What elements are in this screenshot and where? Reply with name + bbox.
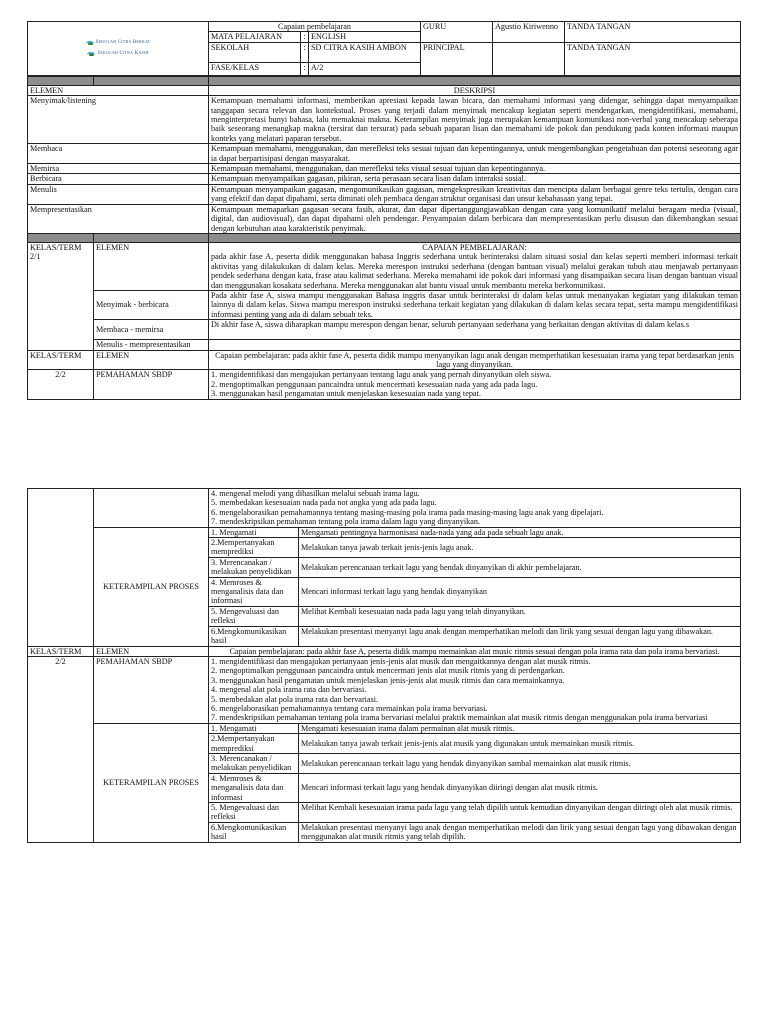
elemen-deskripsi: Kemampuan memaparkan gagasan secara fasih, akurat, dan dapat dipertanggungjawabkan dengan cara yang komunikatif melalui beragam media (visual, digital, dan audiovisual), dan dapat dipahami oleh pendengar. Penyampaian dalam berbicara dan mempresentasikan perlu disusun dan dikembangkan sesuai dengan kebutuhan atau karakteristik penyimak.: [209, 204, 741, 233]
header-table: [27, 21, 741, 76]
colon: :: [301, 42, 309, 62]
logo-text-1: Sekolah Citra Berkat: [95, 40, 151, 45]
kelas-term-cell: [28, 489, 94, 647]
elemen-name: Berbicara: [28, 174, 209, 184]
elemen-cp: Pada akhir fase A, siswa mampu menggunakan Bahasa inggris dasar untuk berinteraksi di dalam kelas untuk menanyakan kegiatan yang dilakukan teman lainnya di dalam kelas. Siswa mampu merespon instruksi sederhana terkait kegiatan yang dilakukan di dalam kelas secara tepat, serta mampu mengidentifikasi informasi penting yang ada di dalam sebuah teks.: [209, 290, 741, 319]
list-item: 3. menggunakan hasil pengamatan untuk menjelaskan kesesuaian nada yang tepat.: [211, 389, 481, 399]
step-name: 3. Merencanakan / melakukan penyelidikan: [209, 753, 299, 773]
step-name: 5. Mengevaluasi dan refleksi: [209, 803, 299, 823]
table-row: [28, 184, 741, 204]
cp-cell: [209, 242, 741, 290]
kelas-term-value: 2/2: [28, 656, 94, 842]
guru-label: GURU: [421, 22, 493, 43]
kelas-term-cell: [28, 242, 94, 350]
list-item: 3. menggunakan hasil pengamatan untuk menjelaskan jenis-jenis alat musik ritmis dan cara memainkannya.: [211, 675, 565, 685]
step-name: 4. Memroses & menganalisis data dan informasi: [209, 577, 299, 606]
step-text: Melakukan perencanaan terkait lagu yang hendak dinyanyikan di akhir pembelajaran.: [299, 557, 741, 577]
list-item: 1. mengidentifikasi dan mengajukan pertanyaan tentang lagu anak yang pernah dinyanyikan oleh siswa.: [211, 370, 552, 380]
col-deskripsi: DESKRIPSI: [209, 85, 741, 95]
list-item: 2. mengoptimalkan penggunaan pancaindra untuk mencermati jenis alat musik ritmis yang di perdengarkan.: [211, 666, 565, 676]
step-text: Mencari informasi terkait lagu yang hendak dinyanyikan diiringi dengan alat musik ritmis.: [299, 773, 741, 802]
step-text: Melihat Kembali kesesuaian nada pada lagu yang telah dinyanyikan.: [299, 606, 741, 626]
logo-emblem-icon: [87, 51, 95, 57]
step-name: 1. Mengamati: [209, 527, 299, 537]
elemen-name: Mempresentasikan: [28, 204, 209, 233]
pemahaman-list: [209, 370, 741, 399]
table-row: [28, 320, 741, 340]
elemen-name: Membaca - memirsa: [94, 320, 209, 340]
step-text: Mengamati pentingnya harmonisasi nada-nada yang ada pada sebuah lagu anak.: [299, 527, 741, 537]
principal-name: [493, 42, 565, 75]
elemen-cp: Di akhir fase A, siswa diharapkan mampu merespon dengan benar, seluruh pertanyaan sederhana yang berkaitan dengan aktivitas di dalam kelas.s: [209, 320, 741, 340]
step-text: Mengamati kesesuaian irama dalam permainan alat musik ritmis.: [299, 723, 741, 733]
logo-cell: [28, 22, 209, 76]
table-row: [28, 290, 741, 319]
field-label: SEKOLAH: [209, 42, 301, 62]
elemen-cell: [94, 489, 209, 528]
list-item: 5. membedakan kesesuaian nada pada not angka yang ada pada lagu.: [211, 498, 437, 508]
list-item: 1. mengidentifikasi dan mengajukan pertanyaan jenis-jenis alat musik dan mengaitkannya dengan alat musik ritmis.: [211, 656, 591, 666]
elemen-deskripsi: Kemampuan menyampaikan gagasan, pikiran, serta perasaan secara lisan dalam interaksi sosial.: [209, 174, 741, 184]
table-row: [28, 164, 741, 174]
kelas-term-label: KELAS/TERM: [28, 646, 94, 656]
kelas-term-value: 2/1: [30, 252, 41, 262]
list-item: 7. mendeskripsikan pemahaman tentang pola irama bervariasi melalui praktik memainkan alat musik ritmis dengan menggunakan pola irama bervariasi: [211, 713, 708, 723]
elemen-deskripsi: Kemampuan memahami informasi, memberikan apresiasi kepada lawan bicara, dan memahami informasi yang didengar, sehingga dapat menyampaikan tanggapan secara relevan dan kontekstual. Proses yang terjadi dalam menyimak mencakup kegiatan seperti mendengarkan, mengidentifikasi, memahami, menginterpretasi bunyi bahasa, lalu memaknai makna. Keterampilan menyimak juga merupakan kemampuan komunikasi non-verbal yang mencakup seberapa baik seseorang menangkap makna (tersirat dan tersurat) pada sebuah paparan lisan dan memahami ide pokok dan pendukung pada konten informasi maupun konteks yang melatari paparan tersebut.: [209, 96, 741, 144]
keterampilan-label: KETERAMPILAN PROSES: [94, 723, 209, 842]
kelas-term-label: KELAS/TERM: [30, 242, 82, 252]
page-section-1: [27, 21, 740, 400]
page-section-2: [27, 488, 740, 843]
table-row: [28, 204, 741, 233]
colon: :: [301, 32, 309, 42]
pemahaman-list: [209, 656, 741, 723]
col-elemen: ELEMEN: [28, 85, 209, 95]
cp-text: pada akhir fase A, peserta didik menggunakan bahasa Inggris sederhana untuk berinteraksi dalam situasi sosial dan kelas seperti memberi informasi terkait aktivitas yang dilakukukan di dalam kelas. Mereka merespon instruksi sederhana (dengan bantuan visual) melalui gerakan tubuh atau menjawab pertanyaan pendek sederhana dengan kata, frase atau kalimat sederhana. Mereka memahami ide pokok dari informasi yang disampaikan secara lisan dengan bantuan visual dan menggunakan kosakata sederhana. Mereka menggunakan alat bantu visual untuk membantu mereka berkomunikasi.: [211, 252, 738, 290]
list-item: 6. mengelaborasikan pemahamannya tentang masing-masing pola irama pada masing-masing lagu anak yang dipelajari.: [211, 507, 604, 517]
elemen-label: ELEMEN: [94, 646, 209, 656]
elemen-label: ELEMEN: [94, 350, 209, 370]
list-item: 4. mengenal alat pola irama rata dan bervariasi.: [211, 685, 367, 695]
elemen-name: Menulis: [28, 184, 209, 204]
field-value: A/2: [309, 62, 421, 75]
step-text: Melakukan presentasi menyanyi lagu anak dengan memperhatikan melodi dan lirik yang sesuai dengan lagu yang dibawakan dengan menggunakan alat musik ritmis yang telah dipilih.: [299, 822, 741, 842]
table-row: [28, 527, 741, 537]
step-name: 4. Memroses & menganalisis data dan informasi: [209, 773, 299, 802]
table-row: [28, 340, 741, 350]
list-item: 7. mendeskripsikan pemahaman tentang pola irama dalam lagu yang dinyanyikan.: [211, 517, 480, 527]
kelas-term-value: 2/2: [28, 370, 94, 399]
step-name: 6.Mengkomunikasikan hasil: [209, 626, 299, 646]
cp-title: CAPAIAN PEMBELAJARAN:: [422, 242, 527, 252]
tanda-tangan-principal: TANDA TANGAN: [565, 42, 741, 75]
table-row: [28, 723, 741, 733]
logo-emblem-icon: [86, 40, 94, 46]
table-row: [28, 174, 741, 184]
table-row: [28, 96, 741, 144]
step-name: 5. Mengevaluasi dan refleksi: [209, 606, 299, 626]
divider-row: [28, 233, 741, 242]
kelas-term-label: KELAS/TERM: [28, 350, 94, 370]
elemen-value: PEMAHAMAN SBDP: [94, 370, 209, 399]
keterampilan-label: KETERAMPILAN PROSES: [94, 527, 209, 646]
elemen-name: Memirsa: [28, 164, 209, 174]
logo-text-2: Sekolah Citra Kasih: [97, 51, 149, 57]
field-value: SD CITRA KASIH AMBON: [309, 42, 421, 62]
header-title: Capaian pembelajaran: [209, 22, 421, 32]
step-text: Melakukan tanya jawab terkait jenis-jenis alat musik yang digunakan untuk memainkan musik ritmis.: [299, 734, 741, 754]
step-text: Melihat Kembali kesesuaian irama pada lagu yang telah dipilih untuk kemudian dinyanyikan dengan diiringi oleh alat musik ritmis.: [299, 803, 741, 823]
step-name: 1. Mengamati: [209, 723, 299, 733]
elemen-name: Menyimak/listening: [28, 96, 209, 144]
elemen-deskripsi: Kemampuan memahami, menggunakan, dan merefleksi teks visual sesuai tujuan dan kepentingannya.: [209, 164, 741, 174]
elemen-name: Membaca: [28, 144, 209, 164]
elemen-value: PEMAHAMAN SBDP: [94, 656, 209, 723]
step-name: 2.Mempertanyakan memprediksi: [209, 734, 299, 754]
step-text: Melakukan presentasi menyanyi lagu anak dengan memperhatikan melodi dan lirik yang sesuai dengan lagu yang dibawakan.: [299, 626, 741, 646]
step-name: 3. Merencanakan / melakukan penyelidikan: [209, 557, 299, 577]
field-value: ENGLISH: [309, 32, 421, 42]
tanda-tangan-guru: TANDA TANGAN: [565, 22, 741, 43]
step-name: 6.Mengkomunikasikan hasil: [209, 822, 299, 842]
elemen-name: Menulis - mempresentasikan: [94, 340, 209, 350]
step-text: Melakukan perencanaan terkait lagu yang hendak dinyanyikan sambal memainkan alat musik ritmis.: [299, 753, 741, 773]
elemen-deskripsi: Kemampuan menyampaikan gagasan, mengomunikasikan gagasan, mengekspresikan kreativitas dan mencipta dalam berbagai genre teks tertulis, dengan cara yang efektif dan dapat dipahami, serta diminati oleh pembaca dengan struktur organisasi dan unsur kebahasaan yang tepat.: [209, 184, 741, 204]
divider-row: [28, 76, 741, 85]
pemahaman-list: [209, 489, 741, 528]
table-row: [28, 144, 741, 164]
principal-label: PRINCIPAL: [421, 42, 493, 75]
elemen-cp: [209, 340, 741, 350]
elemen-table: [27, 76, 741, 400]
list-item: 2. mengoptimalkan penggunaan pancaindra untuk mencermati kesesuaian nada yang ada pada lagu.: [211, 379, 538, 389]
field-label: FASE/KELAS: [209, 62, 301, 75]
elemen-label: ELEMEN: [94, 242, 209, 290]
list-item: 4. mengenal melodi yang dihasilkan melalui sebuah irama lagu.: [211, 489, 420, 498]
elemen-name: Menyimak - berbicara: [94, 290, 209, 319]
step-text: Mencari informasi terkait lagu yang hendak dinyanyikan: [299, 577, 741, 606]
list-item: 6. mengelaborasikan pemahamannya tentang cara memainkan pola irama bervariasi.: [211, 703, 488, 713]
guru-name: Agustio Kiriwenno: [493, 22, 565, 43]
colon: :: [301, 62, 309, 75]
step-name: 2.Mempertanyakan memprediksi: [209, 538, 299, 558]
keterampilan-table: [27, 488, 741, 843]
cp-text: Capaian pembelajaran: pada akhir fase A, peserta didik mampu memainkan alat music ritmis sesuai dengan pola irama rata dan pola irama bervariasi.: [209, 646, 741, 656]
elemen-deskripsi: Kemampuan memahami, menggunakan, dan merefleksi teks sesuai tujuan dan kepentingannya, untuk mengembangkan pengetahuan dan potensi seseorang agar ia dapat berpartisipasi dengan masyarakat.: [209, 144, 741, 164]
field-label: MATA PELAJARAN: [209, 32, 301, 42]
list-item: 5. membedakan alat pola irama rata dan bervariasi.: [211, 694, 379, 704]
step-text: Melakukan tanya jawab terkait jenis-jenis lagu anak.: [299, 538, 741, 558]
cp-text: Capaian pembelajaran: pada akhir fase A, peserta didik mampu menyanyikan lagu anak dengan memperhatikan kesesuaian irama yang tepat berdasarkan jenis lagu yang dinyanyikan.: [209, 350, 741, 370]
school-logo: [30, 31, 206, 65]
